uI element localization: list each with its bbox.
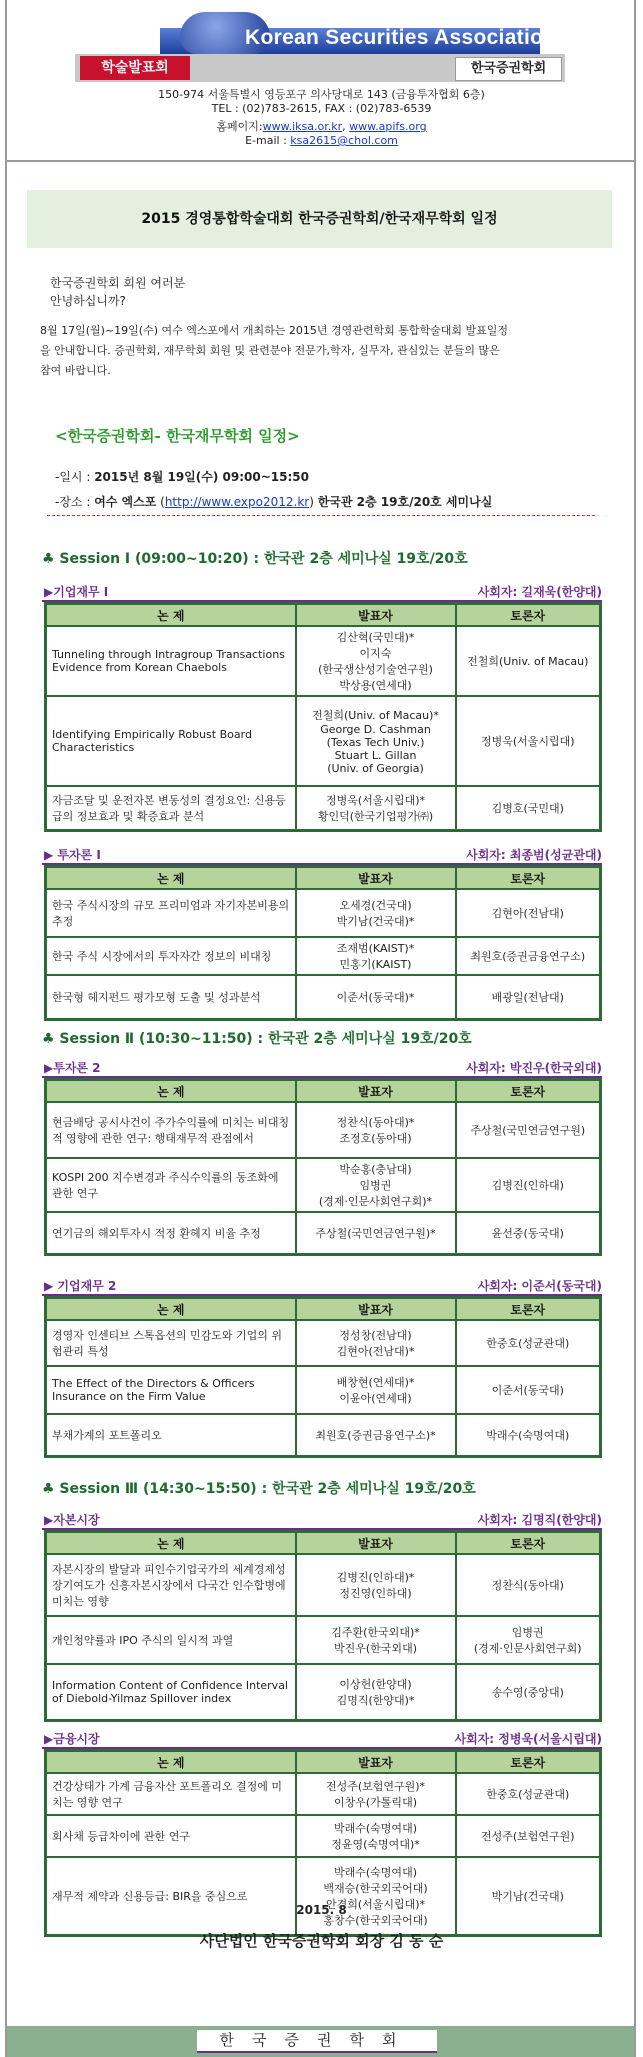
track-bar [42,1730,602,1749]
cell-topic: 경영자 인센티브 스톡옵션의 민감도와 기업의 위험관리 특성 [46,1320,296,1366]
cell-presenter: 전철희(Univ. of Macau)* George D. Cashman (Texas Tech Univ.) Stuart L. Gillan (Univ. of Georgia) [296,696,456,786]
cell-topic: Information Content of Confidence Interval of Diebold-Yilmaz Spillover index [46,1664,296,1720]
table-header-row [46,604,601,627]
header-discussant: 토론자 [456,604,601,627]
footer-signature: 사단법인 한국증권학회 회장 김 동 순 [199,1932,444,1950]
track-name: ▶기업재무 I [44,585,109,599]
schedule-table [44,1296,602,1458]
email-line [0,134,643,147]
header-topic: 논 제 [46,1080,296,1103]
table-row [46,1320,601,1366]
homepage-link-1[interactable]: www.iksa.or.kr [262,120,343,133]
table-row [46,696,601,786]
table-header-row [46,867,601,890]
track-chair: 사회자: 길재욱(한양대) [477,585,602,599]
cell-topic: Tunneling through Intragroup Transactions Evidence from Korean Chaebols [46,626,296,696]
cell-discussant: 한중호(성균관대) [456,1320,601,1366]
table-row [46,1212,601,1254]
cell-discussant: 임병권 (경제·인문사회연구회) [456,1616,601,1664]
dashed-divider [47,515,595,516]
cell-presenter: 정병욱(서울시립대)* 황인덕(한국기업평가㈜) [296,786,456,830]
homepage-link-2[interactable]: www.apifs.org [349,120,427,133]
when-line [55,468,309,485]
cell-topic: Identifying Empirically Robust Board Characteristics [46,696,296,786]
intro-line-2: 을 안내합니다. 증권학회, 재무학회 회원 및 관련분야 전문가,학자, 실무자, 관심있는 분들의 많은 [40,344,500,357]
cell-presenter: 박래수(숙명여대) 정윤영(숙명여대)* [296,1815,456,1857]
cell-topic: 연기금의 해외투자시 적정 환헤지 비율 추정 [46,1212,296,1254]
table-row [46,626,601,696]
header-discussant: 토론자 [456,1751,601,1774]
track-bar [42,1059,602,1078]
cell-topic: The Effect of the Directors & Officers Insurance on the Firm Value [46,1366,296,1414]
cell-presenter: 배창현(연세대)* 이윤아(연세대) [296,1366,456,1414]
schedule-table [44,865,602,1021]
header-presenter: 발표자 [296,1751,456,1774]
schedule-table [44,602,602,832]
track-bar [42,1277,602,1296]
table-row [46,1414,601,1456]
intro-line-3: 참여 바랍니다. [40,364,111,377]
track-name: ▶자본시장 [44,1513,100,1527]
track-chair: 사회자: 박진우(한국외대) [466,1061,602,1075]
header-presenter: 발표자 [296,1532,456,1555]
when-label: -일시 : [55,470,95,484]
cell-discussant: 김병호(국민대) [456,786,601,830]
where-value: 여수 엑스포 [94,495,157,509]
divider [7,160,634,162]
cell-topic: 한국형 헤지펀드 평가모형 도출 및 성과분석 [46,975,296,1019]
cell-presenter: 오세경(건국대) 박기남(건국대)* [296,889,456,937]
where-label: -장소 : [55,495,95,509]
cell-presenter: 전성주(보험연구원)* 이창우(가톨릭대) [296,1773,456,1815]
page-title: 2015 경영통합학술대회 한국증권학회/한국재무학회 일정 [27,190,612,248]
cell-discussant: 김현아(전남대) [456,889,601,937]
header-discussant: 토론자 [456,1080,601,1103]
session-3-title: ♣ Session Ⅲ (14:30~15:50) : 한국관 2층 세미나실 19호/20호 [42,1481,476,1497]
cell-topic: 개인청약률과 IPO 주식의 일시적 과열 [46,1616,296,1664]
cell-topic: 현금배당 공시사건이 주가수익률에 미치는 비대칭적 영향에 관한 연구: 행태재무적 관점에서 [46,1102,296,1158]
header-logo [70,10,570,80]
cell-discussant: 한중호(성균관대) [456,1773,601,1815]
header-discussant: 토론자 [456,1532,601,1555]
track-chair: 사회자: 김명직(한양대) [477,1513,602,1527]
cell-discussant: 전철희(Univ. of Macau) [456,626,601,696]
cell-topic: 한국 주식시장의 규모 프리미엄과 자기자본비용의 추정 [46,889,296,937]
homepage-line [0,118,643,134]
cell-discussant: 주상철(국민연금연구원) [456,1102,601,1158]
email-label: E-mail : [245,134,291,147]
cell-discussant: 송수영(중앙대) [456,1664,601,1720]
cell-presenter: 이상헌(한양대) 김명직(한양대)* [296,1664,456,1720]
intro-line-1: 8월 17일(월)~19일(수) 여수 엑스포에서 개최하는 2015년 경영관련학회 통합학술대회 발표일정 [40,324,508,337]
table-row [46,1664,601,1720]
header-topic: 논 제 [46,1751,296,1774]
header-topic: 논 제 [46,867,296,890]
table-row [46,1102,601,1158]
badge-association: 한국증권학회 [455,57,562,81]
table-row [46,975,601,1019]
when-value: 2015년 8월 19일(수) 09:00~15:50 [94,470,309,484]
table-row [46,889,601,937]
cell-discussant: 박래수(숙명여대) [456,1414,601,1456]
footer-bar [7,2026,634,2057]
cell-topic: 자본시장의 발달과 피인수기업국가의 세계경제성장기여도가 신흥자본시장에서 다국간 인수합병에 미치는 영향 [46,1554,296,1616]
table-row [46,1773,601,1815]
track-bar [42,1511,602,1530]
cell-topic: 재무적 제약과 신용등급: BIR을 중심으로 [46,1857,296,1935]
cell-topic: KOSPI 200 지수변경과 주식수익률의 동조화에 관한 연구 [46,1158,296,1212]
cell-discussant: 윤선중(동국대) [456,1212,601,1254]
header-topic: 논 제 [46,1532,296,1555]
table-row [46,937,601,975]
tel-fax: TEL : (02)783-2615, FAX : (02)783-6539 [211,102,432,115]
schedule-heading: <한국증권학회- 한국재무학회 일정> [55,427,300,445]
session-1-title: ♣ Session Ⅰ (09:00~10:20) : 한국관 2층 세미나실 19호/20호 [42,551,468,567]
table-row [46,1366,601,1414]
table-row [46,1158,601,1212]
cell-presenter: 조재범(KAIST)* 민홍기(KAIST) [296,937,456,975]
greeting-2: 안녕하십니까? [50,294,126,308]
track-name: ▶금융시장 [44,1732,100,1746]
table-row [46,1554,601,1616]
cell-topic: 한국 주식 시장에서의 투자자간 정보의 비대칭 [46,937,296,975]
header-presenter: 발표자 [296,1080,456,1103]
footer-date: 2015. 8 [296,1903,347,1917]
cell-discussant: 최원호(증권금융연구소) [456,937,601,975]
cell-topic: 자금조달 및 운전자본 변동성의 결정요인: 신용등급의 정보효과 및 확증효과 분석 [46,786,296,830]
cell-discussant: 박기남(건국대) [456,1857,601,1935]
header-discussant: 토론자 [456,867,601,890]
header-presenter: 발표자 [296,604,456,627]
schedule-table [44,1530,602,1722]
cell-topic: 건강상태가 가계 금융자산 포트폴리오 결정에 미치는 영향 연구 [46,1773,296,1815]
track-name: ▶투자론 2 [44,1061,101,1075]
track-bar [42,846,602,865]
track-chair: 사회자: 정병욱(서울시립대) [454,1732,602,1746]
address: 150-974 서울특별시 영등포구 의사당대로 143 (금융투자협회 6층) [158,88,485,101]
cell-presenter: 정성창(전남대) 김현아(전남대)* [296,1320,456,1366]
badge-presentation: 학술발표회 [80,56,190,80]
cell-presenter: 최원호(증권금융연구소)* [296,1414,456,1456]
table-header-row [46,1298,601,1321]
cell-presenter: 이준서(동국대)* [296,975,456,1019]
track-chair: 사회자: 이준서(동국대) [477,1279,602,1293]
table-header-row [46,1532,601,1555]
track-bar [42,583,602,602]
track-name: ▶ 기업재무 2 [44,1279,117,1293]
table-header-row [46,1080,601,1103]
header-topic: 논 제 [46,604,296,627]
cell-topic: 회사채 등급차이에 관한 연구 [46,1815,296,1857]
header-presenter: 발표자 [296,867,456,890]
table-row [46,1857,601,1935]
cell-presenter: 김주환(한국외대)* 박진우(한국외대) [296,1616,456,1664]
cell-discussant: 김병진(인하대) [456,1158,601,1212]
cell-presenter: 정찬식(동아대)* 조정호(동아대) [296,1102,456,1158]
homepage-label: 홈페이지: [216,120,263,133]
cell-discussant: 정찬식(동아대) [456,1554,601,1616]
cell-presenter: 김병진(인하대)* 정진영(인하대) [296,1554,456,1616]
cell-presenter: 주상철(국민연금연구원)* [296,1212,456,1254]
header-discussant: 토론자 [456,1298,601,1321]
expo-link[interactable]: http://www.expo2012.kr [164,495,310,509]
table-row [46,1815,601,1857]
table-header-row [46,1751,601,1774]
header-topic: 논 제 [46,1298,296,1321]
header-presenter: 발표자 [296,1298,456,1321]
cell-discussant: 정병욱(서울시립대) [456,696,601,786]
cell-discussant: 이준서(동국대) [456,1366,601,1414]
session-2-title: ♣ Session Ⅱ (10:30~11:50) : 한국관 2층 세미나실 19호/20호 [42,1031,472,1047]
table-row [46,1616,601,1664]
cell-presenter: 박순홍(충남대) 임병권 (경제·인문사회연구회)* [296,1158,456,1212]
greeting-1: 한국증권학회 회원 여러분 [50,276,186,290]
table-row [46,786,601,830]
association-name: Korean Securities Association [245,26,557,49]
where-room: 한국관 2층 19호/20호 세미나실 [317,495,493,509]
homepage-separator: , [342,120,350,133]
where-line: -장소 : 여수 엑스포 (http://www.expo2012.kr) 한국관 2층 19호/20호 세미나실 [55,495,493,509]
track-name: ▶ 투자론 I [44,848,101,862]
cell-discussant: 배광일(전남대) [456,975,601,1019]
cell-discussant: 전성주(보험연구원) [456,1815,601,1857]
cell-presenter: 김산혁(국민대)* 이지숙 (한국생산성기술연구원) 박상용(연세대) [296,626,456,696]
cell-presenter: 박래수(숙명여대) 백재승(한국외국어대) 안경희(서울시립대)* 홍창수(한국외국어대) [296,1857,456,1935]
cell-topic: 부채가계의 포트폴리오 [46,1414,296,1456]
footer-org: 한국증권학회 [197,2030,437,2053]
track-chair: 사회자: 최종범(성균관대) [466,848,602,862]
email-link[interactable]: ksa2615@chol.com [290,134,398,147]
schedule-table [44,1078,602,1256]
